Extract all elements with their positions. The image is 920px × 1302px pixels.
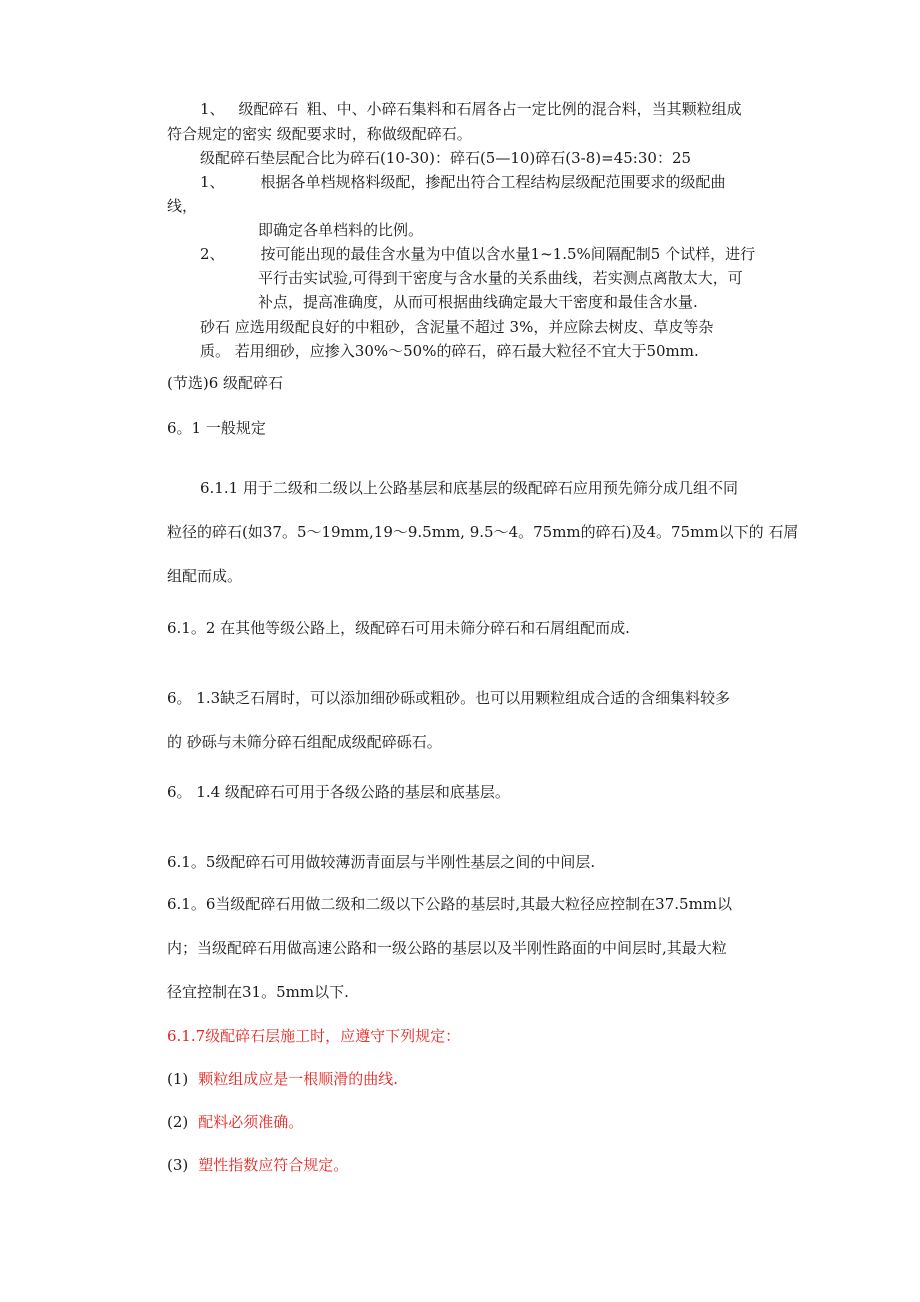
rule-number: (3) — [167, 1156, 189, 1174]
rule-item-3 — [167, 1155, 348, 1175]
rule-number: (2) — [167, 1113, 189, 1131]
item-number: 1、 — [200, 100, 225, 118]
mix-ratio: 级配碎石垫层配合比为碎石(10-30)：碎石(5—10)碎石(3-8)=45:30：25 — [200, 149, 692, 167]
rule-item-2 — [167, 1112, 303, 1132]
step-1-line-1 — [200, 172, 726, 192]
rule-text: 塑性指数应符合规定。 — [198, 1156, 349, 1174]
text: 粗、中、小碎石集料和石屑各占一定比例的混合料，当其颗粒组成 — [306, 100, 742, 118]
rule-item-1 — [167, 1069, 398, 1089]
clause-6-1-7: 6.1.7级配碎石层施工时，应遵守下列规定： — [167, 1027, 461, 1045]
sand-line-2: 质。 若用细砂，应掺入30%～50%的碎石，碎石最大粒径不宜大于50mm. — [200, 342, 699, 360]
term: 级配碎石 — [238, 100, 299, 118]
step-1-line-2: 线， — [167, 197, 198, 215]
rule-text: 配料必须准确。 — [198, 1113, 304, 1131]
clause-6-1-3-line-1: 6。 1.3缺乏石屑时，可以添加细砂砾或粗砂。也可以用颗粒组成合适的含细集料较多 — [167, 689, 731, 707]
step-2-line-1 — [200, 244, 755, 264]
clause-6-1-1-line-3: 组配而成。 — [167, 567, 243, 585]
step-number: 2、 — [200, 245, 225, 263]
clause-6-1-1-line-1: 6.1.1 用于二级和二级以上公路基层和底基层的级配碎石应用预先筛分成几组不同 — [200, 479, 738, 497]
clause-6-1-2: 6.1。2 在其他等级公路上，级配碎石可用未筛分碎石和石屑组配而成. — [167, 619, 630, 637]
section-title: (节选)6 级配碎石 — [167, 374, 284, 392]
clause-6-1-6-line-3: 径宜控制在31。5mm以下. — [167, 983, 349, 1001]
sand-line-1: 砂石 应选用级配良好的中粗砂，含泥量不超过 3%，并应除去树皮、草皮等杂 — [200, 318, 714, 336]
step-2-line-2: 平行击实试验,可得到干密度与含水量的关系曲线，若实测点离散太大，可 — [258, 269, 743, 287]
clause-6-1-1-line-2: 粒径的碎石(如37。5～19mm,19～9.5mm, 9.5～4。75mm的碎石)及4。75mm以下的 石屑 — [167, 523, 799, 541]
intro-paragraph-1-line-1 — [200, 99, 742, 119]
clause-6-1-4: 6。 1.4 级配碎石可用于各级公路的基层和底基层。 — [167, 783, 510, 801]
rule-number: (1) — [167, 1070, 189, 1088]
step-2-line-3: 补点，提高准确度，从而可根据曲线确定最大干密度和最佳含水量. — [258, 293, 698, 311]
rule-text: 颗粒组成应是一根顺滑的曲线. — [198, 1070, 399, 1088]
step-number: 1、 — [200, 173, 225, 191]
step-1-line-3: 即确定各单档料的比例。 — [258, 221, 424, 239]
section-subtitle: 6。1 一般规定 — [167, 419, 266, 437]
text: 按可能出现的最佳含水量为中值以含水量1~1.5%间隔配制5 个试样，进行 — [260, 245, 756, 263]
text: 根据各单档规格料级配，掺配出符合工程结构层级配范围要求的级配曲 — [260, 173, 726, 191]
clause-6-1-6-line-2: 内；当级配碎石用做高速公路和一级公路的基层以及半刚性路面的中间层时,其最大粒 — [167, 939, 727, 957]
clause-6-1-5: 6.1。5级配碎石可用做较薄沥青面层与半刚性基层之间的中间层. — [167, 853, 596, 871]
clause-6-1-3-line-2: 的 砂砾与未筛分碎石组配成级配碎砾石。 — [167, 733, 442, 751]
intro-paragraph-1-line-2: 符合规定的密实 级配要求时，称做级配碎石。 — [167, 125, 472, 143]
clause-6-1-6-line-1: 6.1。6当级配碎石用做二级和二级以下公路的基层时,其最大粒径应控制在37.5mm以 — [167, 895, 733, 913]
